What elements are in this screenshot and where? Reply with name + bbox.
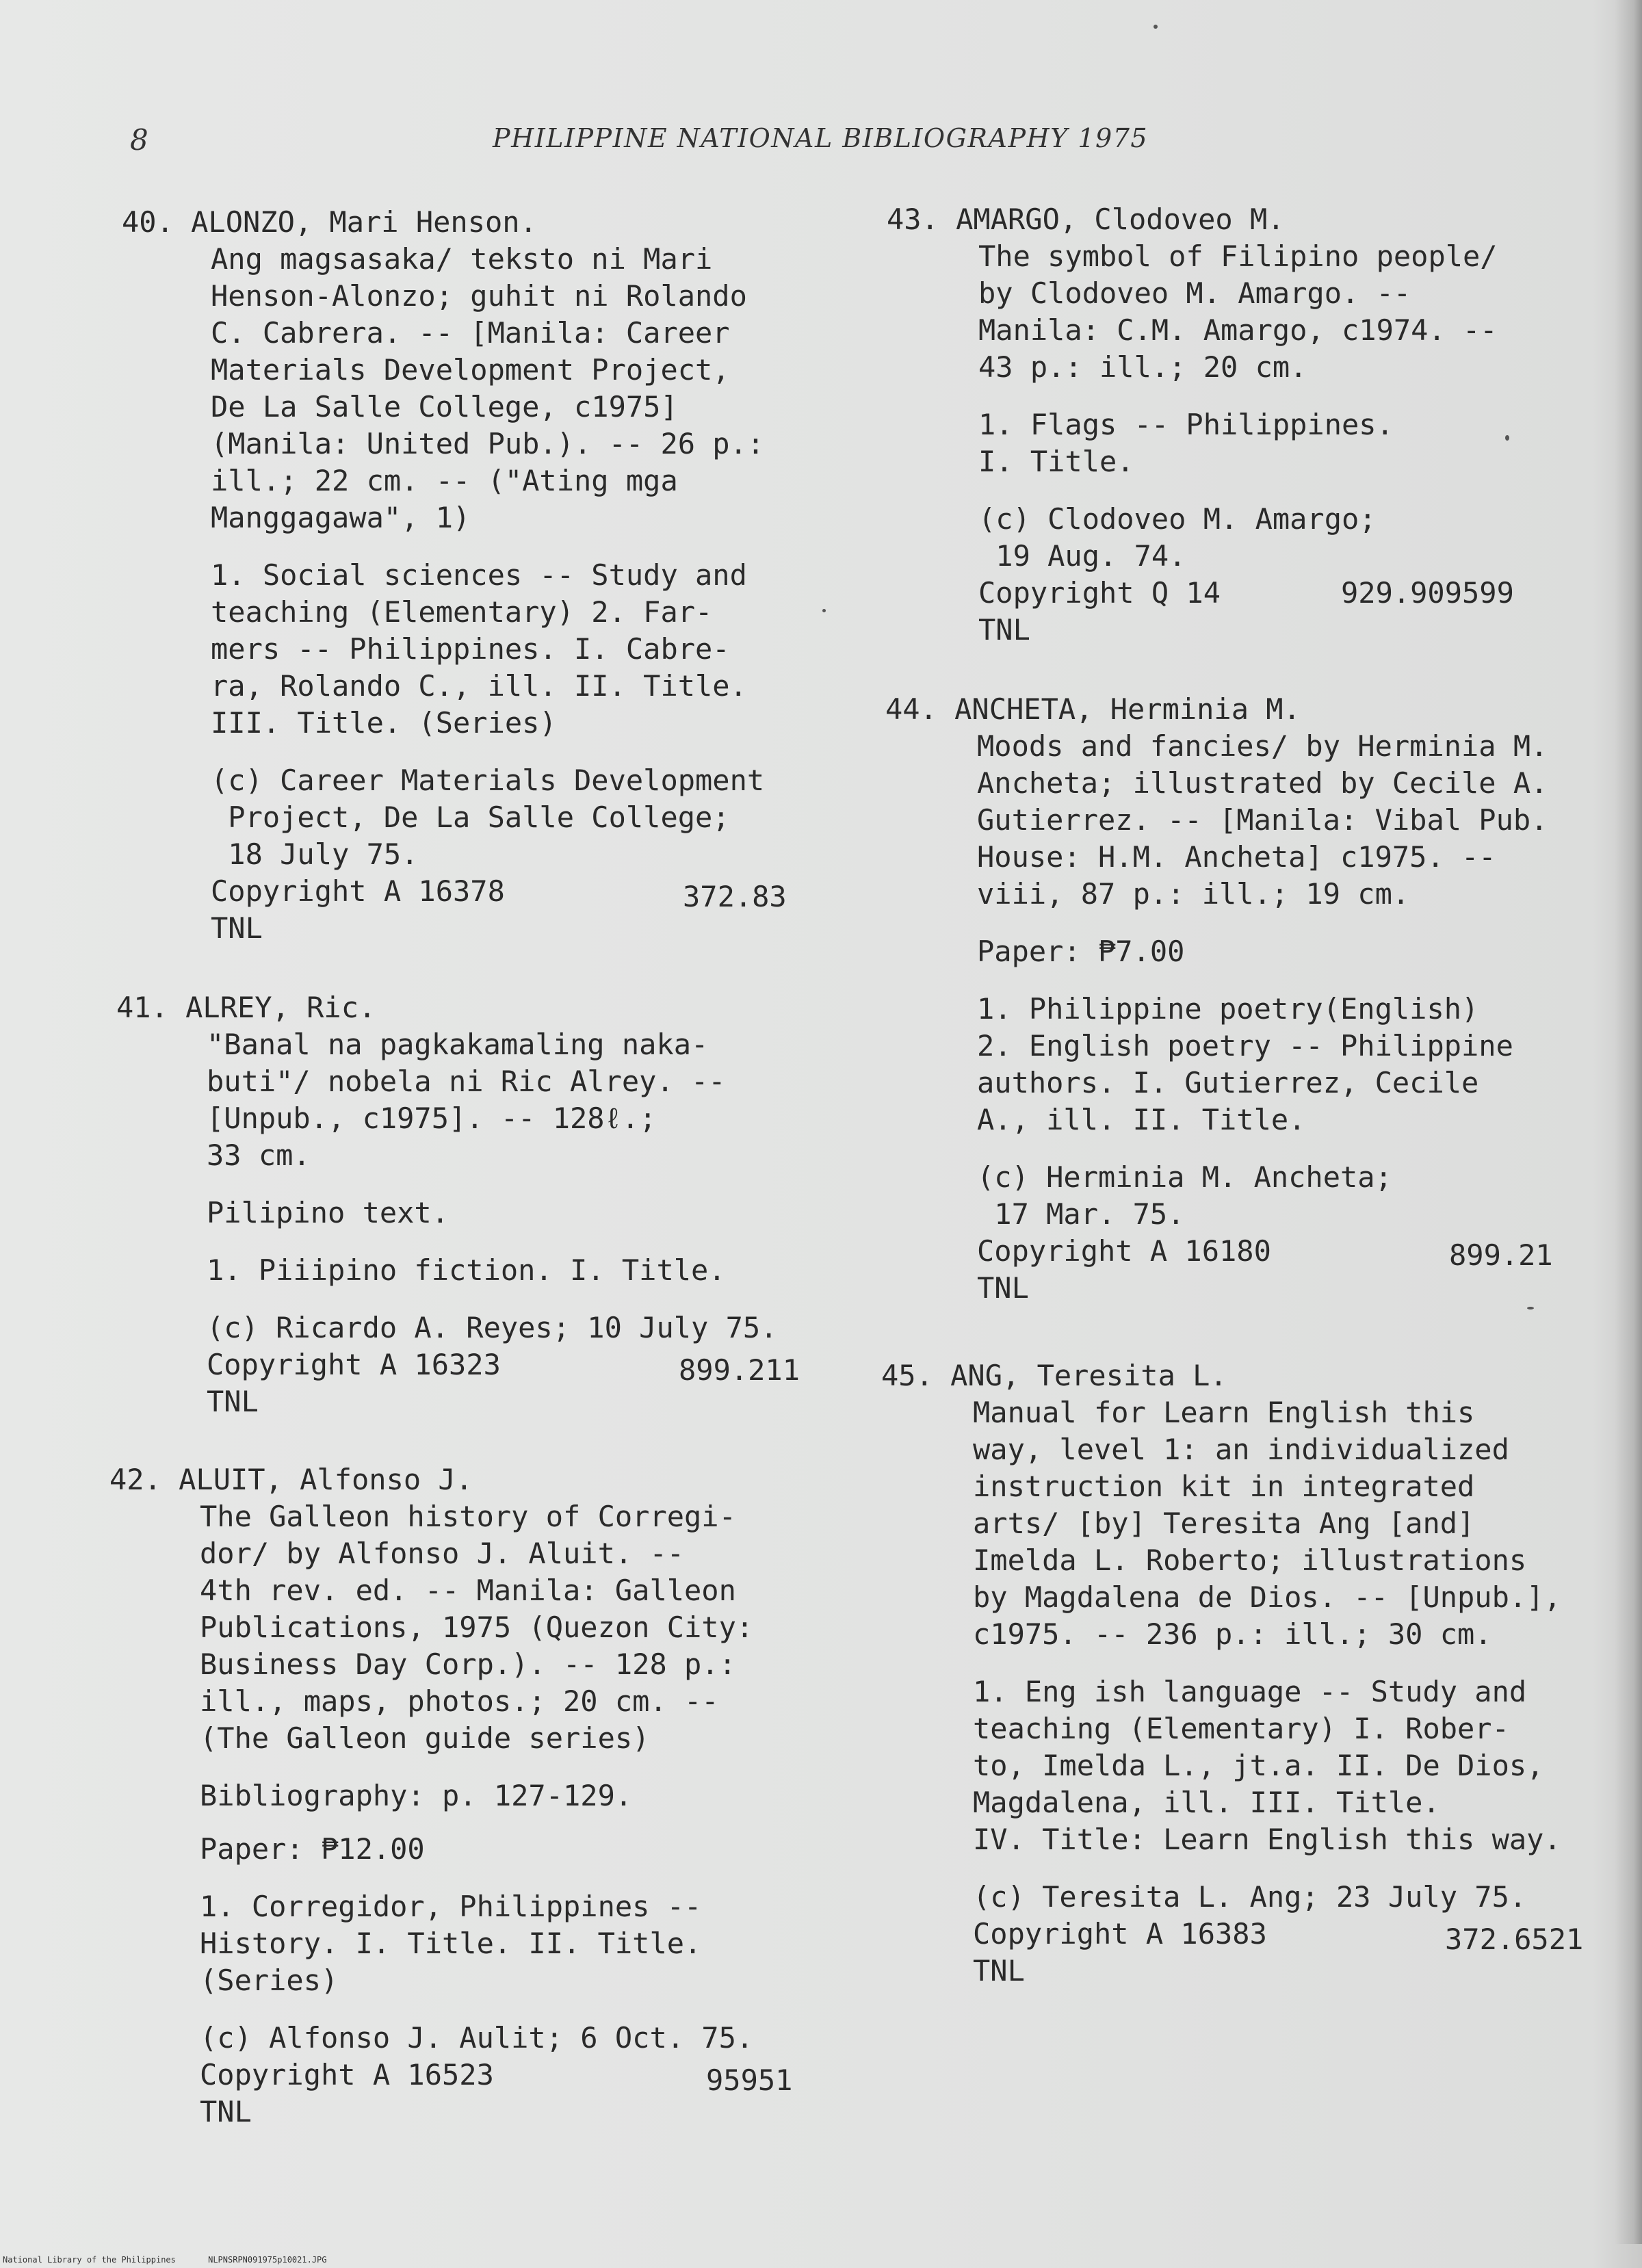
- desc-line: dor/ by Alfonso J. Aluit. --: [200, 1537, 685, 1570]
- entry-heading: 40. ALONZO, Mari Henson.: [122, 205, 537, 239]
- subject-line: 1. Flags -- Philippines.: [978, 408, 1394, 441]
- desc-line: way, level 1: an individualized: [973, 1433, 1509, 1466]
- subject-line: to, Imelda L., jt.a. II. De Dios,: [973, 1749, 1544, 1782]
- footer-institution: National Library of the Philippines: [3, 2255, 176, 2265]
- entry-description: [109, 1498, 793, 2130]
- entry-description: [116, 1026, 800, 1420]
- note-line: Paper: ₱12.00: [200, 1832, 425, 1866]
- source-code: TNL: [978, 613, 1030, 647]
- copyright-number: Copyright A 16323: [207, 1348, 501, 1381]
- note-line: Pilipino text.: [207, 1196, 449, 1229]
- class-number: 929.909599: [1341, 576, 1514, 610]
- desc-line: by Clodoveo M. Amargo. --: [978, 276, 1411, 310]
- rights-line: 17 Mar. 75.: [977, 1197, 1185, 1231]
- desc-line: viii, 87 p.: ill.; 19 cm.: [977, 877, 1410, 911]
- desc-line: (Manila: United Pub.). -- 26 p.:: [211, 427, 765, 460]
- subject-line: 1. Piiipino fiction. I. Title.: [207, 1253, 726, 1287]
- scan-speck: [1527, 1307, 1534, 1309]
- class-number: 95951: [706, 2063, 793, 2097]
- entry-description: [881, 1394, 1584, 1990]
- entry-heading: 45. ANG, Teresita L.: [881, 1359, 1227, 1392]
- entry-41: [116, 989, 800, 1420]
- copyright-number: Copyright A 16523: [200, 2058, 494, 2091]
- desc-line: Manila: C.M. Amargo, c1974. --: [978, 313, 1498, 347]
- desc-line: C. Cabrera. -- [Manila: Career: [211, 316, 730, 350]
- subject-line: ra, Rolando C., ill. II. Title.: [211, 669, 747, 703]
- source-code: TNL: [973, 1954, 1025, 1987]
- copyright-row: [977, 1233, 1553, 1272]
- running-head: PHILIPPINE NATIONAL BIBLIOGRAPHY 1975: [493, 123, 1149, 153]
- subject-line: teaching (Elementary) I. Rober-: [973, 1712, 1509, 1745]
- subject-line: History. I. Title. II. Title.: [200, 1927, 702, 1960]
- subject-line: mers -- Philippines. I. Cabre-: [211, 632, 730, 666]
- entry-42: [109, 1461, 793, 2130]
- desc-line: 33 cm.: [207, 1138, 311, 1172]
- desc-line: Gutierrez. -- [Manila: Vibal Pub.: [977, 803, 1548, 837]
- desc-line: House: H.M. Ancheta] c1975. --: [977, 840, 1496, 874]
- scan-speck: [1154, 25, 1158, 29]
- desc-line: (The Galleon guide series): [200, 1721, 650, 1755]
- class-number: 372.6521: [1445, 1922, 1584, 1956]
- copyright-row: [211, 873, 787, 913]
- entry-40: [122, 204, 787, 947]
- desc-line: Ancheta; illustrated by Cecile A.: [977, 766, 1548, 800]
- subject-line: teaching (Elementary) 2. Far-: [211, 595, 713, 629]
- desc-line: c1975. -- 236 p.: ill.; 30 cm.: [973, 1617, 1492, 1651]
- rights-line: (c) Teresita L. Ang; 23 July 75.: [973, 1880, 1527, 1914]
- subject-line: 2. English poetry -- Philippine: [977, 1029, 1513, 1063]
- desc-line: Moods and fancies/ by Herminia M.: [977, 729, 1548, 763]
- desc-line: The symbol of Filipino people/: [978, 239, 1498, 273]
- scan-speck: [822, 609, 826, 612]
- entry-heading: 44. ANCHETA, Herminia M.: [885, 692, 1301, 726]
- scan-footer: [3, 2255, 354, 2265]
- desc-line: by Magdalena de Dios. -- [Unpub.],: [973, 1580, 1561, 1614]
- subject-line: (Series): [200, 1964, 339, 1997]
- subject-line: A., ill. II. Title.: [977, 1103, 1306, 1136]
- rights-line: (c) Ricardo A. Reyes; 10 July 75.: [207, 1311, 778, 1344]
- rights-line: Project, De La Salle College;: [211, 800, 730, 834]
- source-code: TNL: [211, 911, 263, 945]
- desc-line: buti"/ nobela ni Ric Alrey. --: [207, 1065, 726, 1098]
- subject-line: 1. Social sciences -- Study and: [211, 558, 747, 592]
- copyright-number: Copyright A 16383: [973, 1917, 1267, 1951]
- copyright-number: Copyright Q 14: [978, 576, 1221, 610]
- subject-line: authors. I. Gutierrez, Cecile: [977, 1066, 1479, 1099]
- copyright-row: [978, 575, 1514, 612]
- entry-45: [881, 1357, 1584, 1990]
- subject-line: 1. Eng ish language -- Study and: [973, 1675, 1527, 1708]
- desc-line: instruction kit in integrated: [973, 1470, 1475, 1503]
- copyright-row: [200, 2057, 793, 2097]
- desc-line: De La Salle College, c1975]: [211, 390, 678, 423]
- entry-44: [885, 691, 1553, 1307]
- desc-line: 4th rev. ed. -- Manila: Galleon: [200, 1574, 736, 1607]
- class-number: 899.211: [679, 1353, 800, 1387]
- desc-line: Manggagawa", 1): [211, 501, 471, 534]
- desc-line: arts/ [by] Teresita Ang [and]: [973, 1507, 1475, 1540]
- desc-line: Henson-Alonzo; guhit ni Rolando: [211, 279, 747, 313]
- desc-line: [Unpub., c1975]. -- 128ℓ.;: [207, 1102, 657, 1135]
- copyright-row: [207, 1346, 800, 1387]
- entry-43: [887, 201, 1514, 649]
- class-number: 899.21: [1449, 1238, 1553, 1272]
- desc-line: "Banal na pagkakamaling naka-: [207, 1028, 709, 1061]
- subject-line: I. Title.: [978, 445, 1134, 478]
- desc-line: Imelda L. Roberto; illustrations: [973, 1543, 1527, 1577]
- note-line: Paper: ₱7.00: [977, 935, 1185, 968]
- desc-line: ill.; 22 cm. -- ("Ating mga: [211, 464, 678, 497]
- entry-heading: 41. ALREY, Ric.: [116, 991, 376, 1024]
- rights-line: 19 Aug. 74.: [978, 539, 1186, 573]
- copyright-row: [973, 1916, 1584, 1956]
- page-number: 8: [130, 123, 148, 157]
- subject-line: Magdalena, ill. III. Title.: [973, 1786, 1440, 1819]
- note-line: Bibliography: p. 127-129.: [200, 1779, 633, 1812]
- subject-line: 1. Corregidor, Philippines --: [200, 1890, 702, 1923]
- entry-heading: 42. ALUIT, Alfonso J.: [109, 1463, 473, 1496]
- source-code: TNL: [200, 2095, 252, 2128]
- subject-line: 1. Philippine poetry(English): [977, 992, 1479, 1026]
- desc-line: Business Day Corp.). -- 128 p.:: [200, 1647, 736, 1681]
- source-code: TNL: [977, 1271, 1029, 1305]
- source-code: TNL: [207, 1385, 259, 1418]
- page-edge-shadow: [1615, 0, 1642, 2244]
- rights-line: 18 July 75.: [211, 837, 419, 871]
- desc-line: Materials Development Project,: [211, 353, 730, 387]
- copyright-number: Copyright A 16180: [977, 1234, 1271, 1268]
- scan-speck: [1505, 435, 1509, 441]
- entry-description: [885, 728, 1553, 1307]
- rights-line: (c) Alfonso J. Aulit; 6 Oct. 75.: [200, 2021, 754, 2055]
- class-number: 372.83: [683, 880, 787, 913]
- footer-file-id: NLPNSRPN091975p10021.JPG: [208, 2255, 327, 2265]
- subject-line: III. Title. (Series): [211, 706, 557, 740]
- entry-description: [122, 241, 787, 947]
- desc-line: ill., maps, photos.; 20 cm. --: [200, 1684, 719, 1718]
- entry-description: [887, 238, 1514, 649]
- desc-line: Ang magsasaka/ teksto ni Mari: [211, 242, 713, 276]
- desc-line: The Galleon history of Corregi-: [200, 1500, 736, 1533]
- desc-line: Manual for Learn English this: [973, 1396, 1475, 1429]
- rights-line: (c) Herminia M. Ancheta;: [977, 1160, 1392, 1194]
- desc-line: Publications, 1975 (Quezon City:: [200, 1611, 754, 1644]
- desc-line: 43 p.: ill.; 20 cm.: [978, 350, 1307, 384]
- rights-line: (c) Career Materials Development: [211, 764, 765, 797]
- copyright-number: Copyright A 16378: [211, 874, 505, 908]
- subject-line: IV. Title: Learn English this way.: [973, 1823, 1561, 1856]
- rights-line: (c) Clodoveo M. Amargo;: [978, 502, 1377, 536]
- entry-heading: 43. AMARGO, Clodoveo M.: [887, 203, 1285, 236]
